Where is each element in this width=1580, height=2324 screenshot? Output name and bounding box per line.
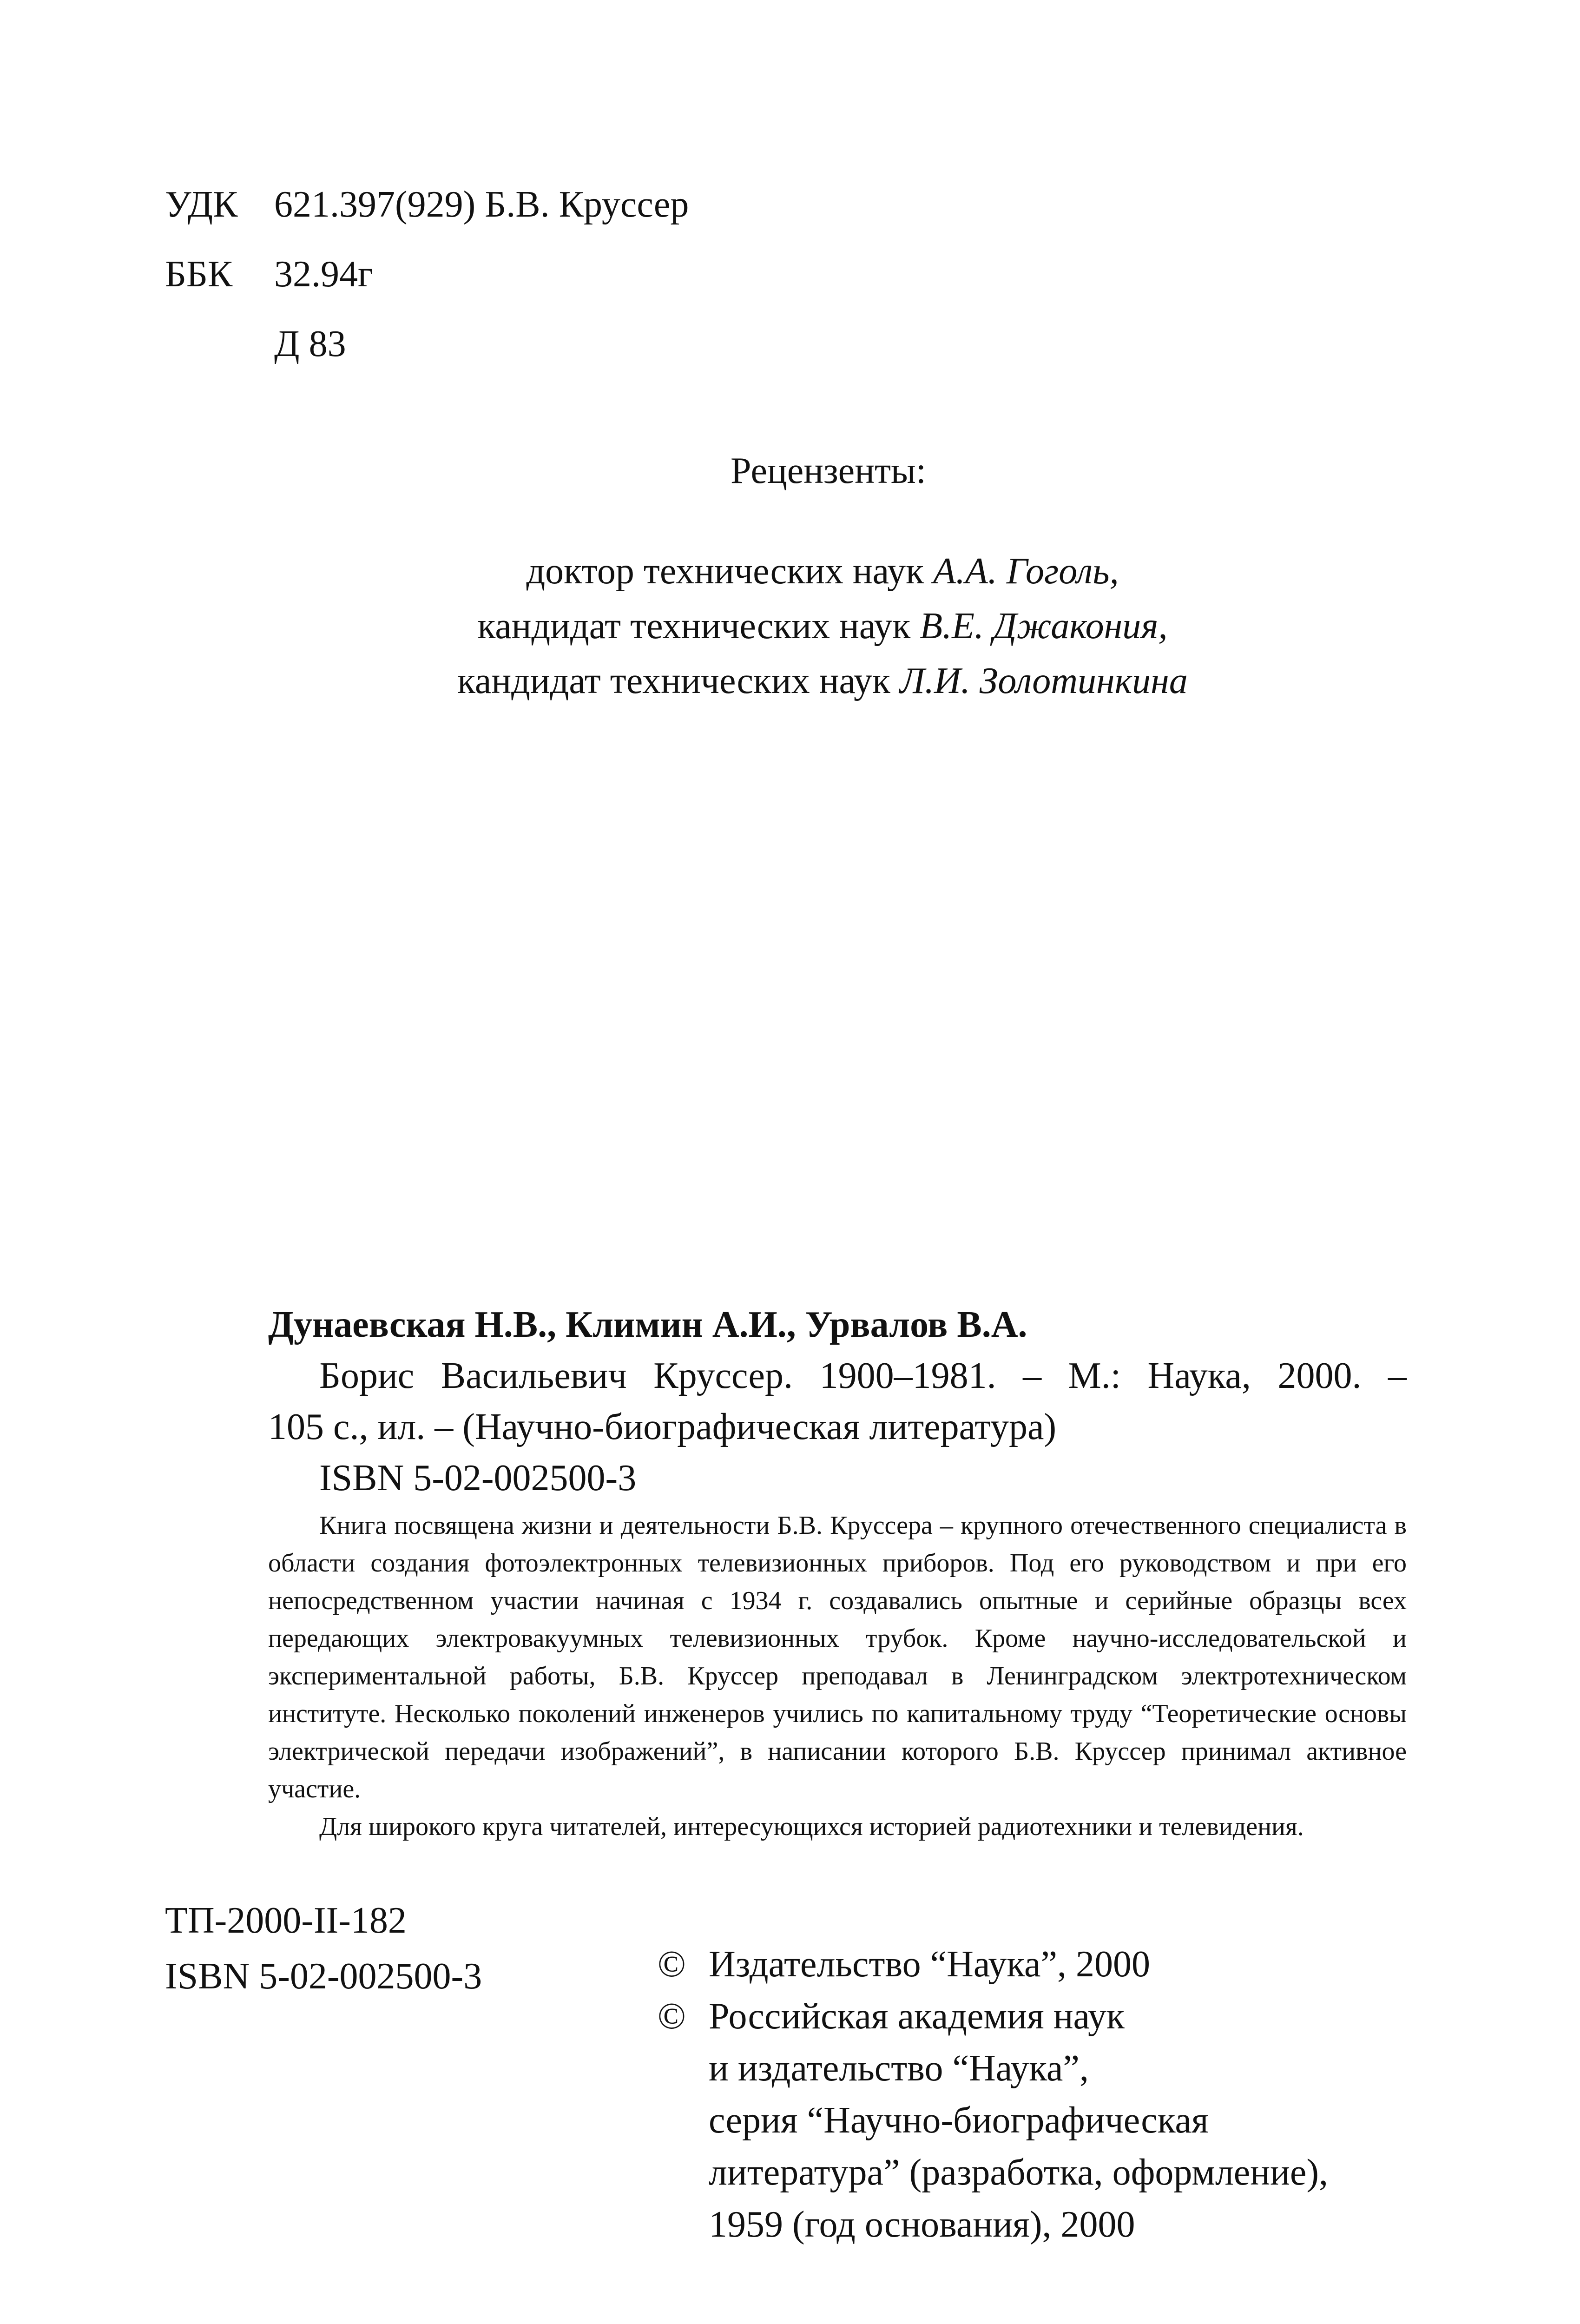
imprint-isbn: ISBN 5-02-002500-3 — [165, 1956, 482, 1997]
reviewer-degree: доктор технических наук — [526, 551, 924, 592]
reviewer-name: Л.И. Золотинкина — [899, 660, 1188, 701]
bibliographic-record — [268, 1299, 1407, 1504]
bbk-value: 32.94г — [274, 254, 373, 295]
copyright-block — [658, 1938, 1328, 2251]
copyright-text: Издательство “Наука”, 2000 — [709, 1944, 1151, 1985]
copyright-icon: © — [658, 1944, 686, 1985]
classification-block — [165, 170, 689, 379]
copyright-line — [658, 1990, 1328, 2042]
bbk-row — [165, 239, 689, 309]
reviewer-degree: кандидат технических наук — [457, 660, 890, 701]
book-extent-line: 105 с., ил. – (Научно-биографическая литература) — [268, 1406, 1057, 1447]
reviewer-line — [428, 544, 1218, 599]
author-mark-row — [165, 309, 689, 379]
annotation-paragraph: Для широкого круга читателей, интересующихся историей радиотехники и телевидения. — [319, 1812, 1304, 1841]
udk-label: УДК — [165, 184, 238, 225]
reviewer-line — [428, 654, 1218, 708]
author-mark: Д 83 — [274, 324, 346, 364]
copyright-icon: © — [658, 1996, 686, 2037]
copyright-line — [658, 1938, 1328, 1990]
copyright-text: литература” (разработка, оформление), — [709, 2152, 1329, 2193]
bbk-label: ББК — [165, 254, 233, 295]
reviewer-line — [428, 599, 1218, 654]
annotation-paragraph: Книга посвящена жизни и деятельности Б.В. Круссера – крупного отечественного специалиста в области создания фотоэлектронных телевизионных приборов. Под его руководством и при его непосредственном участии начиная с 1934 г. создавались опытные и серийные образцы всех передающих электровакуумных телевизионных трубок. Кроме научно-исследовательской и экспериментальной работы, Б.В. Круссер преподавал в Ленинградском электротехническом институте. Несколько поколений инженеров учились по капитальному труду “Теоретические основы электрической передачи изображений”, в написании которого Б.В. Круссер принимал активное участие. — [268, 1511, 1407, 1803]
book-authors: Дунаевская Н.В., Климин А.И., Урвалов В.А. — [268, 1304, 1027, 1345]
copyright-text: Российская академия наук — [709, 1996, 1125, 2037]
copyright-text: 1959 (год основания), 2000 — [709, 2204, 1135, 2245]
reviewers-list — [428, 544, 1218, 708]
copyright-continuation — [658, 2042, 1328, 2251]
udk-value: 621.397(929) Б.В. Круссер — [274, 184, 689, 225]
book-title-line: Борис Васильевич Круссер. 1900–1981. – М.: Наука, 2000. – — [319, 1355, 1407, 1396]
reviewer-degree: кандидат технических наук — [477, 606, 911, 647]
copyright-text: и издательство “Наука”, — [709, 2048, 1089, 2089]
tp-code: ТП-2000-II-182 — [165, 1900, 407, 1941]
reviewers-heading: Рецензенты: — [731, 450, 926, 491]
copyright-text: серия “Научно-биографическая — [709, 2100, 1209, 2141]
udk-row — [165, 170, 689, 239]
reviewer-name: В.Е. Джакония, — [920, 606, 1168, 647]
imprint-block — [165, 1893, 482, 2004]
book-isbn: ISBN 5-02-002500-3 — [319, 1458, 637, 1499]
reviewer-name: А.А. Гоголь, — [933, 551, 1119, 592]
annotation — [268, 1507, 1407, 1846]
